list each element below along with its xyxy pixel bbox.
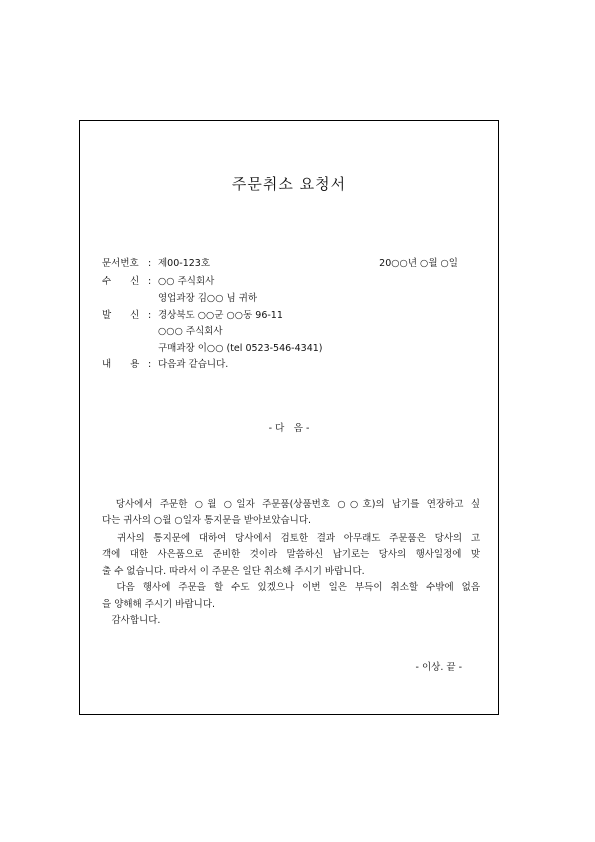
dahm-heading: - 다 음 - [268,423,310,434]
content-value: 다음과 같습니다. [158,359,229,370]
sender-address: 경상북도 ○○군 ○○동 96-11 [158,310,283,321]
body-line: 을 양해해 주시기 바랍니다. [102,599,216,610]
recipient-colon: : [148,276,152,287]
sender-colon: : [148,310,152,321]
body-line: 귀사의 통지문에 대하여 당사에서 검토한 결과 아무래도 주문품은 당사의 고 [102,533,480,544]
recipient-label: 수 신 [102,276,140,287]
sender-company: ○○○ 주식회사 [158,326,223,337]
document-date: 20○○년 ○월 ○일 [379,258,458,269]
content-colon: : [148,359,152,370]
sender-label: 발 신 [102,310,140,321]
sender-person: 구매과장 이○○ (tel 0523-546-4341) [158,343,323,354]
body-line: 다는 귀사의 ○월 ○일자 통지문을 받아보았습니다. [102,515,312,526]
closing-mark: - 이상. 끝 - [415,662,462,673]
body-line: 다음 행사에 주문을 할 수도 있겠으나 이번 일은 부득이 취소할 수밖에 없음 [102,582,480,593]
body-line: 당사에서 주문한 ○월 ○일자 주문품(상품번호 ○○호)의 납기를 연장하고 싶 [102,499,480,510]
document-title: 주문취소 요청서 [231,175,347,193]
document-frame [79,120,499,715]
recipient-person: 영업과장 김○○ 님 귀하 [158,293,258,304]
doc-no-label: 문서번호 [102,258,139,269]
body-line: 감사합니다. [102,615,161,626]
body-line: 출 수 없습니다. 따라서 이 주문은 일단 취소해 주시기 바랍니다. [102,566,365,577]
doc-no-value: 제00-123호 [158,258,211,269]
recipient-company: ○○ 주식회사 [158,276,215,287]
body-line: 객에 대한 사은품으로 준비한 것이라 말씀하신 납기로는 당사의 행사일정에 맞 [102,549,480,560]
content-label: 내 용 [102,359,140,370]
doc-no-colon: : [148,258,152,269]
